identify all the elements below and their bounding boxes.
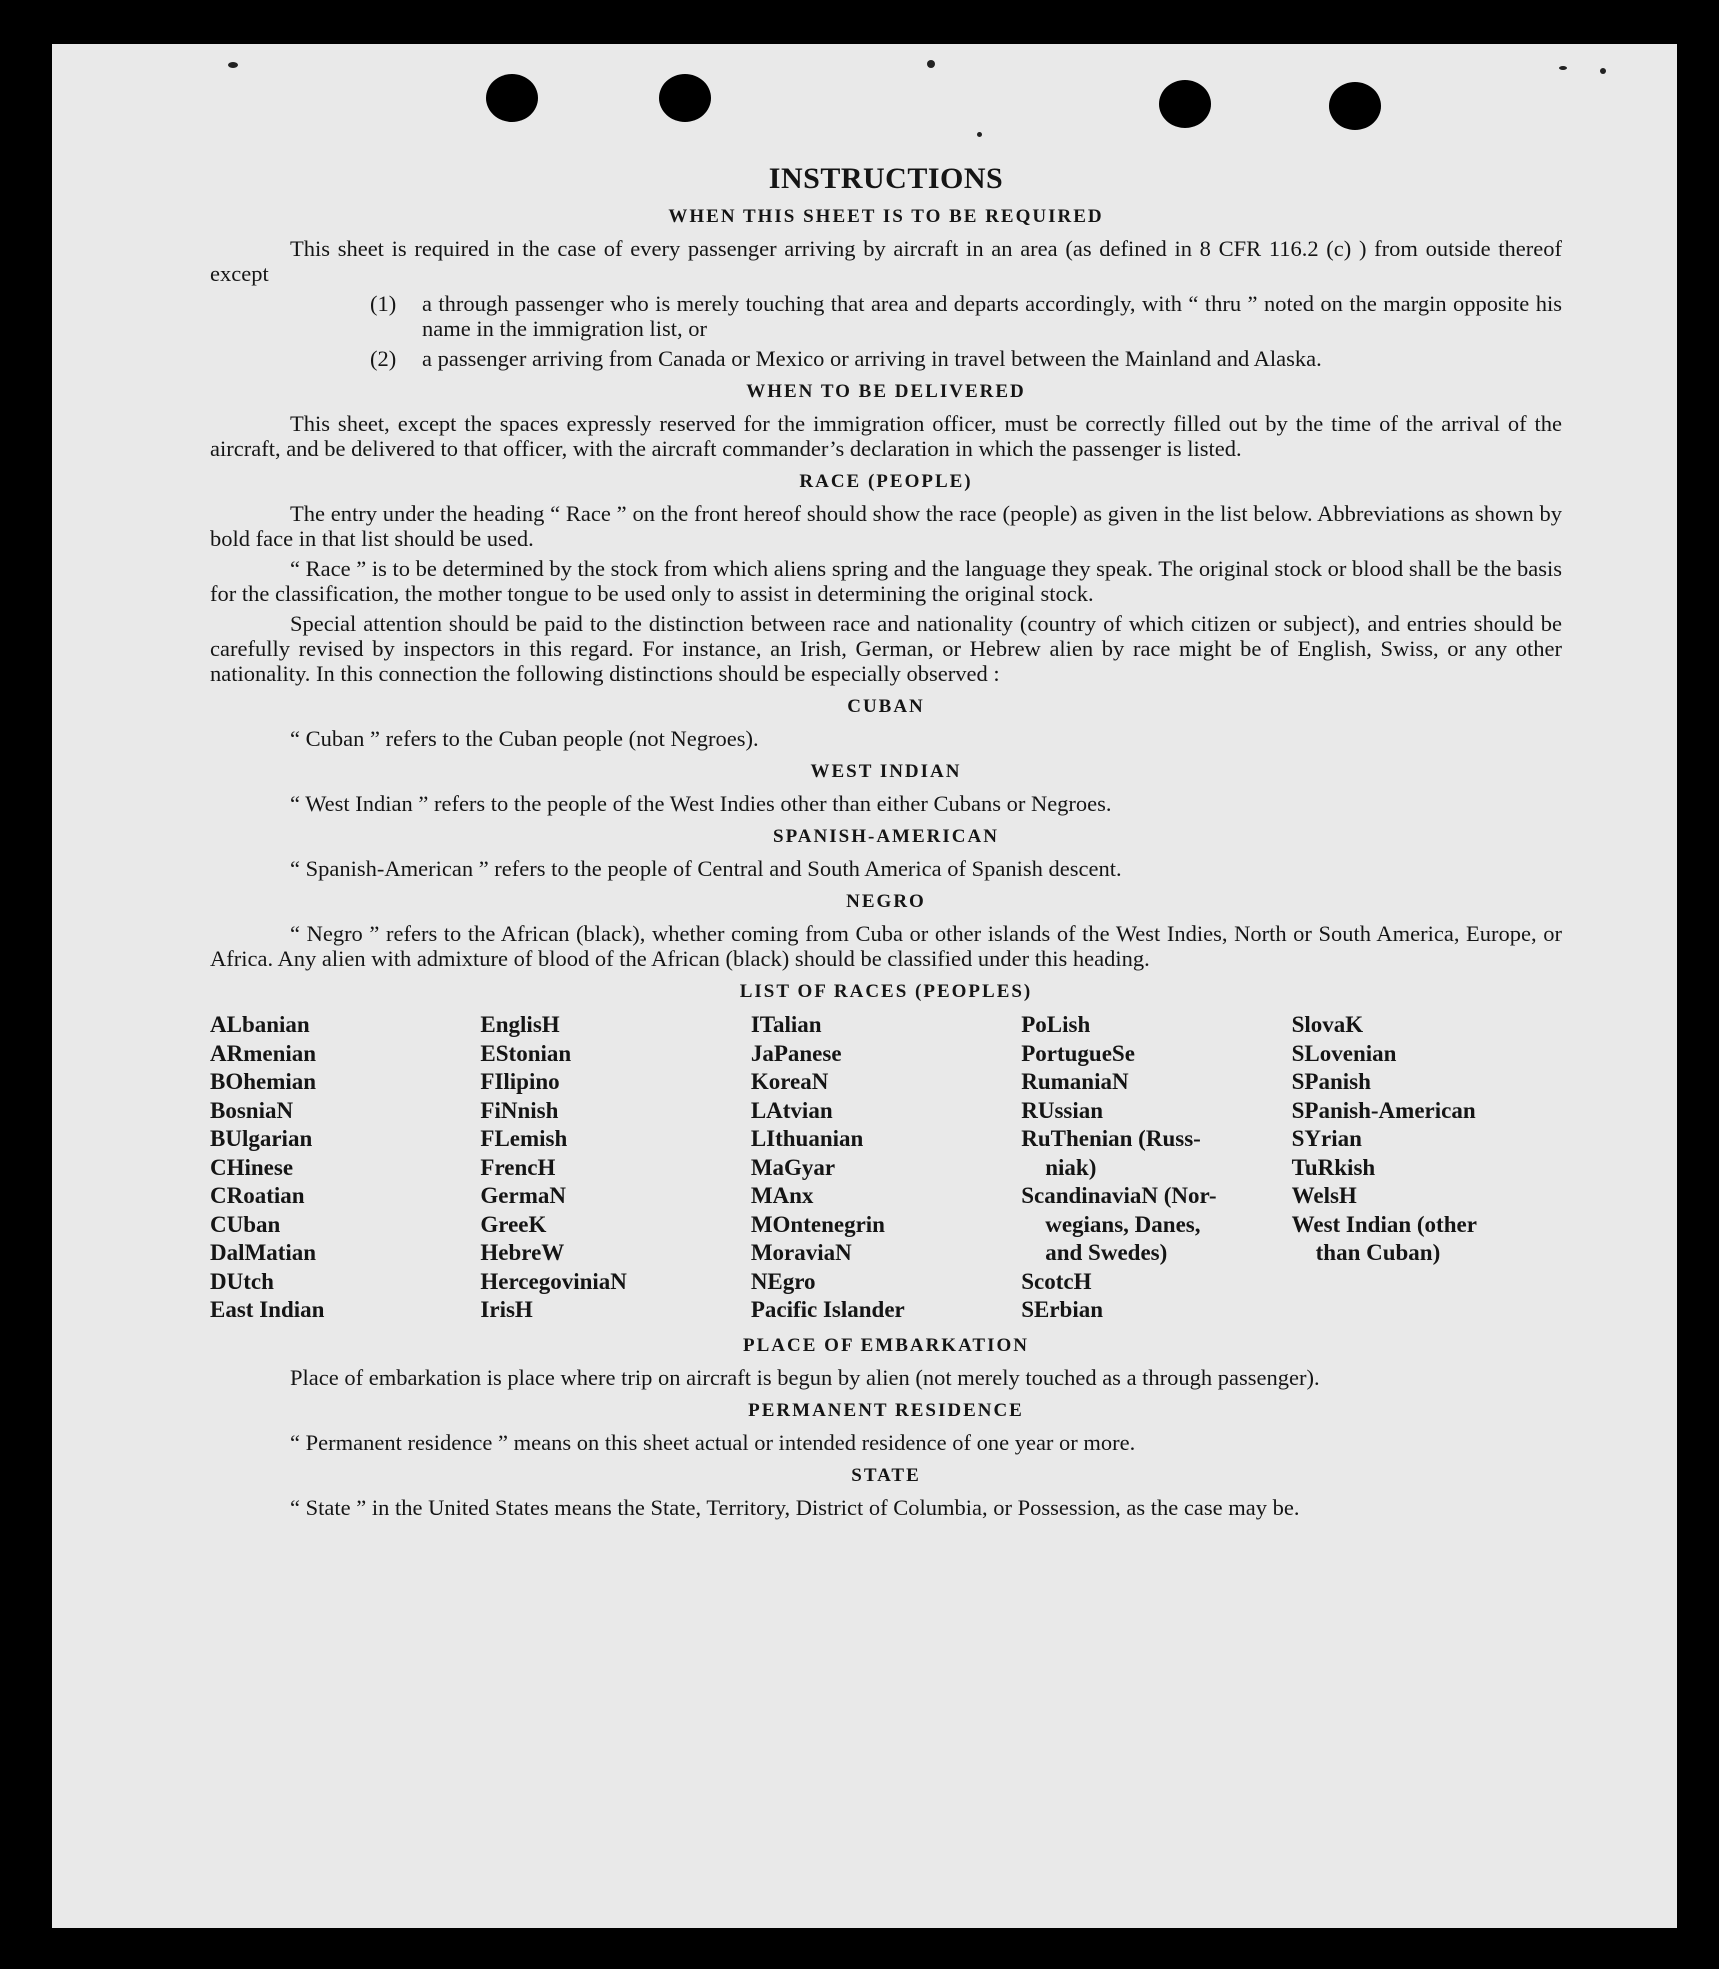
- heading-race: RACE (PEOPLE): [799, 471, 973, 492]
- race-entry: BUlgarian: [210, 1126, 313, 1151]
- race-entry: WelsH: [1291, 1183, 1357, 1208]
- heading-list-of-races: LIST OF RACES (PEOPLES): [739, 981, 1033, 1002]
- race-entry: NEgro: [750, 1268, 816, 1294]
- race-entry: SYrian: [1291, 1126, 1362, 1151]
- exception-item: [370, 346, 1562, 371]
- race-entry: CHinese: [210, 1154, 294, 1180]
- race-entry: CUban: [210, 1211, 281, 1237]
- race-entry: RUssian: [1021, 1097, 1104, 1123]
- race-entry: SPanish-American: [1291, 1097, 1476, 1123]
- heading-west-indian: WEST INDIAN: [810, 761, 962, 782]
- race-entry: BosniaN: [210, 1097, 294, 1123]
- race-paragraph: Special attention should be paid to the distinction between race and nationality (country of which citizen or subject), and entries should be carefully revised by inspectors in this regard. For instance, an Irish, German, or Hebrew alien by race might be of English, Swiss, or any other nationality. In this connection the following distinctions should be especially observed :: [210, 611, 1562, 686]
- race-entry: and Swedes): [1045, 1240, 1168, 1265]
- negro-text: “ Negro ” refers to the African (black), whether coming from Cuba or other islands of the West Indies, North or South America, Europe, or Africa. Any alien with admixture of blood of the African (black) should be classified under this heading.: [210, 921, 1562, 971]
- exception-text: a passenger arriving from Canada or Mexico or arriving in travel between the Mainland and Alaska.: [422, 346, 1322, 371]
- race-entry: SErbian: [1021, 1297, 1104, 1322]
- race-column: [210, 1011, 480, 1325]
- heading-state: STATE: [851, 1464, 921, 1486]
- race-entry: EnglisH: [480, 1012, 560, 1037]
- race-entry: GreeK: [480, 1211, 547, 1237]
- when-delivered-text: This sheet, except the spaces expressly reserved for the immigration officer, must be correctly filled out by the time of the arrival of the aircraft, and be delivered to that officer, with the aircraft commander’s declaration in which the passenger is listed.: [210, 411, 1562, 461]
- race-entry: West Indian (other: [1291, 1211, 1477, 1237]
- race-entry: niak): [1045, 1154, 1097, 1180]
- race-entry: ARmenian: [210, 1040, 317, 1066]
- scan-speck: [977, 132, 982, 137]
- race-entry: wegians, Danes,: [1045, 1211, 1201, 1237]
- race-entry: JaPanese: [750, 1040, 842, 1066]
- race-entry: MaGyar: [750, 1154, 836, 1180]
- exception-number: (1): [370, 291, 397, 316]
- race-entry: IrisH: [480, 1297, 533, 1322]
- race-entry: DalMatian: [210, 1240, 317, 1265]
- race-entry: EStonian: [480, 1040, 572, 1066]
- spanish-american-text: “ Spanish-American ” refers to the people of Central and South America of Spanish descent.: [290, 856, 1122, 881]
- cuban-text: “ Cuban ” refers to the Cuban people (not Negroes).: [290, 726, 759, 751]
- race-entry: SPanish: [1291, 1069, 1371, 1094]
- exception-item: [370, 291, 1562, 341]
- race-entry: HebreW: [480, 1240, 565, 1265]
- heading-cuban: CUBAN: [847, 696, 925, 717]
- race-entry: RumaniaN: [1021, 1069, 1129, 1094]
- race-column: [1021, 1011, 1291, 1325]
- state-text: “ State ” in the United States means the State, Territory, District of Columbia, or Possession, as the case may be.: [290, 1494, 1300, 1520]
- race-list: [210, 1011, 1562, 1325]
- race-entry: GermaN: [480, 1183, 566, 1208]
- race-entry: FIlipino: [480, 1069, 560, 1094]
- race-entry: Pacific Islander: [750, 1297, 905, 1322]
- race-entry: ALbanian: [210, 1012, 310, 1037]
- race-entry: FiNnish: [480, 1097, 559, 1123]
- race-column: [751, 1011, 1021, 1325]
- scan-speck: [927, 60, 935, 68]
- scan-speck: [1559, 66, 1567, 70]
- scan-speck: [228, 62, 238, 68]
- race-entry: FLemish: [480, 1126, 568, 1151]
- race-entry: than Cuban): [1315, 1240, 1441, 1265]
- punch-hole: [659, 74, 711, 122]
- when-required-intro: This sheet is required in the case of every passenger arriving by aircraft in an area (as defined in 8 CFR 116.2 (c) ) from outside thereof except: [210, 236, 1562, 286]
- race-entry: RuThenian (Russ-: [1021, 1126, 1201, 1151]
- race-entry: TuRkish: [1291, 1154, 1376, 1180]
- race-paragraph: “ Race ” is to be determined by the stock from which aliens spring and the language they speak. The original stock or blood shall be the basis for the classification, the mother tongue to be used only to assist in determining the original stock.: [210, 556, 1562, 606]
- race-entry: East Indian: [210, 1297, 325, 1322]
- race-entry: BOhemian: [210, 1069, 317, 1094]
- race-entry: SlovaK: [1291, 1012, 1364, 1037]
- heading-embarkation: PLACE OF EMBARKATION: [743, 1334, 1029, 1356]
- race-entry: PortugueSe: [1021, 1040, 1135, 1066]
- punch-hole: [486, 74, 538, 122]
- race-entry: MoraviaN: [750, 1240, 852, 1265]
- heading-spanish-american: SPANISH-AMERICAN: [773, 826, 999, 847]
- race-entry: ITalian: [750, 1012, 822, 1037]
- heading-negro: NEGRO: [846, 891, 926, 912]
- race-entry: ScandinaviaN (Nor-: [1021, 1183, 1217, 1208]
- race-entry: MOntenegrin: [750, 1211, 885, 1237]
- race-entry: SLovenian: [1291, 1040, 1397, 1066]
- page-title: INSTRUCTIONS: [768, 162, 1004, 195]
- heading-when-required: WHEN THIS SHEET IS TO BE REQUIRED: [668, 206, 1104, 227]
- race-entry: LIthuanian: [750, 1126, 864, 1151]
- punch-hole: [1159, 80, 1211, 128]
- heading-when-delivered: WHEN TO BE DELIVERED: [746, 381, 1026, 402]
- race-entry: HercegoviniaN: [480, 1268, 627, 1294]
- punch-hole: [1329, 82, 1381, 130]
- race-entry: LAtvian: [750, 1097, 833, 1123]
- instructions-content: [210, 162, 1562, 1525]
- embarkation-text: Place of embarkation is place where trip on aircraft is begun by alien (not merely touched as a through passenger).: [290, 1364, 1320, 1390]
- exception-text: a through passenger who is merely touching that area and departs accordingly, with “ thru ” noted on the margin opposite his name in the immigration list, or: [422, 291, 1562, 341]
- race-entry: KoreaN: [750, 1069, 829, 1094]
- document-sheet: [52, 44, 1677, 1928]
- west-indian-text: “ West Indian ” refers to the people of the West Indies other than either Cubans or Negroes.: [290, 791, 1112, 816]
- race-entry: FrencH: [480, 1154, 556, 1180]
- race-entry: MAnx: [750, 1183, 814, 1208]
- race-column: [1292, 1011, 1562, 1325]
- heading-permanent-residence: PERMANENT RESIDENCE: [748, 1399, 1024, 1421]
- race-column: [480, 1011, 750, 1325]
- scan-speck: [1600, 68, 1606, 74]
- permanent-residence-text: “ Permanent residence ” means on this sheet actual or intended residence of one year or more.: [290, 1429, 1136, 1455]
- race-paragraph: The entry under the heading “ Race ” on the front hereof should show the race (people) as given in the list below. Abbreviations as shown by bold face in that list should be used.: [210, 501, 1562, 551]
- race-entry: PoLish: [1021, 1012, 1091, 1037]
- exception-number: (2): [370, 346, 397, 371]
- race-entry: ScotcH: [1021, 1268, 1092, 1294]
- race-entry: DUtch: [210, 1268, 274, 1294]
- race-entry: CRoatian: [210, 1183, 305, 1208]
